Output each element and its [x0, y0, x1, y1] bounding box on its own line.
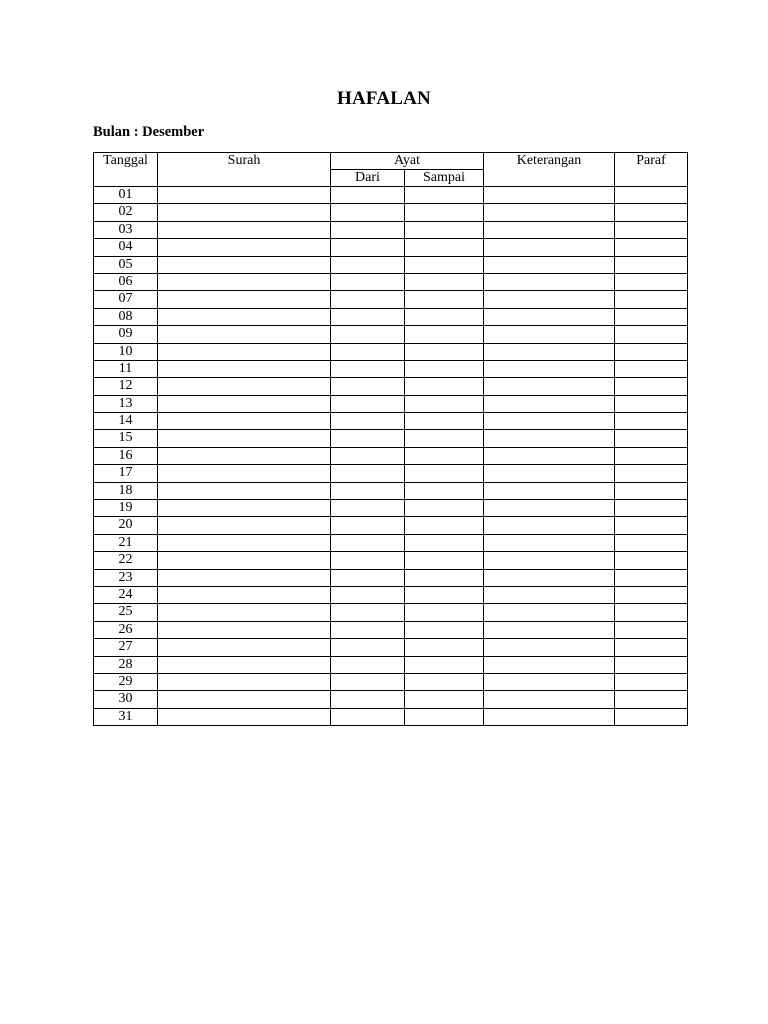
ayat-from-cell[interactable]: [331, 273, 405, 290]
notes-cell[interactable]: [484, 708, 615, 725]
ayat-from-cell[interactable]: [331, 604, 405, 621]
ayat-from-cell[interactable]: [331, 708, 405, 725]
notes-cell[interactable]: [484, 586, 615, 603]
surah-cell[interactable]: [158, 621, 331, 638]
ayat-to-cell[interactable]: [405, 552, 484, 569]
month-label: Bulan : Desember: [93, 124, 205, 140]
date-cell: 26: [94, 621, 158, 638]
notes-cell[interactable]: [484, 552, 615, 569]
header-ayat-to: Sampai: [405, 170, 484, 187]
signature-cell[interactable]: [615, 360, 688, 377]
surah-cell[interactable]: [158, 308, 331, 325]
notes-cell[interactable]: [484, 395, 615, 412]
table-row: [94, 569, 688, 586]
ayat-from-cell[interactable]: [331, 343, 405, 360]
ayat-from-cell[interactable]: [331, 673, 405, 690]
table-row: [94, 465, 688, 482]
ayat-to-cell[interactable]: [405, 604, 484, 621]
surah-cell[interactable]: [158, 326, 331, 343]
notes-cell[interactable]: [484, 447, 615, 464]
date-cell: 16: [94, 447, 158, 464]
date-cell: 23: [94, 569, 158, 586]
notes-cell[interactable]: [484, 639, 615, 656]
table-row: [94, 326, 688, 343]
signature-cell[interactable]: [615, 256, 688, 273]
signature-cell[interactable]: [615, 534, 688, 551]
ayat-from-cell[interactable]: [331, 256, 405, 273]
ayat-to-cell[interactable]: [405, 517, 484, 534]
date-cell: 05: [94, 256, 158, 273]
signature-cell[interactable]: [615, 569, 688, 586]
ayat-to-cell[interactable]: [405, 413, 484, 430]
signature-cell[interactable]: [615, 343, 688, 360]
date-cell: 19: [94, 500, 158, 517]
ayat-from-cell[interactable]: [331, 204, 405, 221]
ayat-to-cell[interactable]: [405, 221, 484, 238]
signature-cell[interactable]: [615, 604, 688, 621]
ayat-from-cell[interactable]: [331, 482, 405, 499]
notes-cell[interactable]: [484, 413, 615, 430]
date-cell: 01: [94, 187, 158, 204]
notes-cell[interactable]: [484, 221, 615, 238]
ayat-from-cell[interactable]: [331, 291, 405, 308]
surah-cell[interactable]: [158, 204, 331, 221]
signature-cell[interactable]: [615, 395, 688, 412]
date-cell: 22: [94, 552, 158, 569]
surah-cell[interactable]: [158, 187, 331, 204]
signature-cell[interactable]: [615, 291, 688, 308]
signature-cell[interactable]: [615, 673, 688, 690]
ayat-to-cell[interactable]: [405, 447, 484, 464]
table-row: [94, 447, 688, 464]
surah-cell[interactable]: [158, 273, 331, 290]
table-row: [94, 187, 688, 204]
memorization-table: [93, 152, 688, 726]
surah-cell[interactable]: [158, 221, 331, 238]
surah-cell[interactable]: [158, 691, 331, 708]
ayat-from-cell[interactable]: [331, 586, 405, 603]
ayat-to-cell[interactable]: [405, 586, 484, 603]
signature-cell[interactable]: [615, 517, 688, 534]
notes-cell[interactable]: [484, 378, 615, 395]
date-cell: 11: [94, 360, 158, 377]
surah-cell[interactable]: [158, 656, 331, 673]
table-row: [94, 586, 688, 603]
signature-cell[interactable]: [615, 187, 688, 204]
signature-cell[interactable]: [615, 482, 688, 499]
date-cell: 07: [94, 291, 158, 308]
ayat-to-cell[interactable]: [405, 691, 484, 708]
notes-cell[interactable]: [484, 604, 615, 621]
surah-cell[interactable]: [158, 430, 331, 447]
ayat-from-cell[interactable]: [331, 517, 405, 534]
ayat-from-cell[interactable]: [331, 326, 405, 343]
surah-cell[interactable]: [158, 500, 331, 517]
surah-cell[interactable]: [158, 395, 331, 412]
surah-cell[interactable]: [158, 291, 331, 308]
table-row: [94, 360, 688, 377]
notes-cell[interactable]: [484, 534, 615, 551]
date-cell: 28: [94, 656, 158, 673]
date-cell: 04: [94, 239, 158, 256]
table-row: [94, 413, 688, 430]
table-row: [94, 343, 688, 360]
table-row: [94, 308, 688, 325]
ayat-to-cell[interactable]: [405, 273, 484, 290]
ayat-from-cell[interactable]: [331, 569, 405, 586]
signature-cell[interactable]: [615, 273, 688, 290]
date-cell: 06: [94, 273, 158, 290]
ayat-to-cell[interactable]: [405, 500, 484, 517]
surah-cell[interactable]: [158, 447, 331, 464]
table-row: [94, 482, 688, 499]
date-cell: 24: [94, 586, 158, 603]
ayat-to-cell[interactable]: [405, 256, 484, 273]
ayat-to-cell[interactable]: [405, 482, 484, 499]
ayat-from-cell[interactable]: [331, 360, 405, 377]
signature-cell[interactable]: [615, 430, 688, 447]
surah-cell[interactable]: [158, 639, 331, 656]
surah-cell[interactable]: [158, 569, 331, 586]
table-row: [94, 500, 688, 517]
ayat-to-cell[interactable]: [405, 378, 484, 395]
date-cell: 15: [94, 430, 158, 447]
table-row: [94, 291, 688, 308]
date-cell: 30: [94, 691, 158, 708]
ayat-to-cell[interactable]: [405, 204, 484, 221]
notes-cell[interactable]: [484, 204, 615, 221]
date-cell: 09: [94, 326, 158, 343]
notes-cell[interactable]: [484, 621, 615, 638]
table-row: [94, 656, 688, 673]
ayat-from-cell[interactable]: [331, 691, 405, 708]
ayat-from-cell[interactable]: [331, 552, 405, 569]
surah-cell[interactable]: [158, 517, 331, 534]
surah-cell[interactable]: [158, 378, 331, 395]
notes-cell[interactable]: [484, 360, 615, 377]
date-cell: 02: [94, 204, 158, 221]
table-row: [94, 639, 688, 656]
signature-cell[interactable]: [615, 413, 688, 430]
ayat-from-cell[interactable]: [331, 430, 405, 447]
notes-cell[interactable]: [484, 273, 615, 290]
ayat-to-cell[interactable]: [405, 708, 484, 725]
header-surah: Surah: [158, 153, 331, 187]
table-row: [94, 273, 688, 290]
ayat-from-cell[interactable]: [331, 639, 405, 656]
surah-cell[interactable]: [158, 708, 331, 725]
ayat-to-cell[interactable]: [405, 639, 484, 656]
table-row: [94, 256, 688, 273]
ayat-to-cell[interactable]: [405, 360, 484, 377]
ayat-from-cell[interactable]: [331, 621, 405, 638]
table-row: [94, 552, 688, 569]
ayat-from-cell[interactable]: [331, 239, 405, 256]
signature-cell[interactable]: [615, 691, 688, 708]
ayat-to-cell[interactable]: [405, 395, 484, 412]
ayat-to-cell[interactable]: [405, 534, 484, 551]
table-row: [94, 534, 688, 551]
ayat-to-cell[interactable]: [405, 239, 484, 256]
notes-cell[interactable]: [484, 500, 615, 517]
ayat-to-cell[interactable]: [405, 430, 484, 447]
signature-cell[interactable]: [615, 656, 688, 673]
table-body: [94, 187, 688, 726]
notes-cell[interactable]: [484, 691, 615, 708]
header-ayat: Ayat: [331, 153, 484, 170]
ayat-from-cell[interactable]: [331, 465, 405, 482]
ayat-from-cell[interactable]: [331, 378, 405, 395]
signature-cell[interactable]: [615, 447, 688, 464]
date-cell: 29: [94, 673, 158, 690]
date-cell: 18: [94, 482, 158, 499]
surah-cell[interactable]: [158, 673, 331, 690]
signature-cell[interactable]: [615, 500, 688, 517]
ayat-to-cell[interactable]: [405, 187, 484, 204]
signature-cell[interactable]: [615, 465, 688, 482]
surah-cell[interactable]: [158, 604, 331, 621]
surah-cell[interactable]: [158, 256, 331, 273]
table-row: [94, 204, 688, 221]
ayat-from-cell[interactable]: [331, 221, 405, 238]
ayat-to-cell[interactable]: [405, 621, 484, 638]
date-cell: 10: [94, 343, 158, 360]
signature-cell[interactable]: [615, 308, 688, 325]
date-cell: 25: [94, 604, 158, 621]
page-title: HAFALAN: [337, 88, 431, 109]
notes-cell[interactable]: [484, 308, 615, 325]
surah-cell[interactable]: [158, 413, 331, 430]
surah-cell[interactable]: [158, 482, 331, 499]
table-row: [94, 395, 688, 412]
notes-cell[interactable]: [484, 517, 615, 534]
signature-cell[interactable]: [615, 378, 688, 395]
surah-cell[interactable]: [158, 586, 331, 603]
signature-cell[interactable]: [615, 326, 688, 343]
signature-cell[interactable]: [615, 239, 688, 256]
signature-cell[interactable]: [615, 204, 688, 221]
ayat-from-cell[interactable]: [331, 308, 405, 325]
date-cell: 21: [94, 534, 158, 551]
table-row: [94, 673, 688, 690]
signature-cell[interactable]: [615, 621, 688, 638]
ayat-to-cell[interactable]: [405, 465, 484, 482]
notes-cell[interactable]: [484, 187, 615, 204]
notes-cell[interactable]: [484, 343, 615, 360]
signature-cell[interactable]: [615, 639, 688, 656]
table-row: [94, 708, 688, 725]
surah-cell[interactable]: [158, 239, 331, 256]
table-row: [94, 378, 688, 395]
table-row: [94, 221, 688, 238]
notes-cell[interactable]: [484, 569, 615, 586]
table-row: [94, 517, 688, 534]
table-row: [94, 604, 688, 621]
header-ayat-from: Dari: [331, 170, 405, 187]
notes-cell[interactable]: [484, 326, 615, 343]
date-cell: 13: [94, 395, 158, 412]
surah-cell[interactable]: [158, 360, 331, 377]
notes-cell[interactable]: [484, 465, 615, 482]
ayat-from-cell[interactable]: [331, 656, 405, 673]
notes-cell[interactable]: [484, 482, 615, 499]
table-row: [94, 621, 688, 638]
date-cell: 20: [94, 517, 158, 534]
header-signature: Paraf: [615, 153, 688, 187]
header-date: Tanggal: [94, 153, 158, 187]
signature-cell[interactable]: [615, 221, 688, 238]
ayat-from-cell[interactable]: [331, 395, 405, 412]
date-cell: 17: [94, 465, 158, 482]
signature-cell[interactable]: [615, 552, 688, 569]
date-cell: 12: [94, 378, 158, 395]
ayat-from-cell[interactable]: [331, 187, 405, 204]
signature-cell[interactable]: [615, 708, 688, 725]
notes-cell[interactable]: [484, 430, 615, 447]
ayat-from-cell[interactable]: [331, 413, 405, 430]
notes-cell[interactable]: [484, 656, 615, 673]
ayat-from-cell[interactable]: [331, 534, 405, 551]
notes-cell[interactable]: [484, 256, 615, 273]
notes-cell[interactable]: [484, 673, 615, 690]
date-cell: 03: [94, 221, 158, 238]
ayat-from-cell[interactable]: [331, 500, 405, 517]
ayat-to-cell[interactable]: [405, 656, 484, 673]
surah-cell[interactable]: [158, 552, 331, 569]
notes-cell[interactable]: [484, 291, 615, 308]
notes-cell[interactable]: [484, 239, 615, 256]
surah-cell[interactable]: [158, 465, 331, 482]
date-cell: 31: [94, 708, 158, 725]
ayat-to-cell[interactable]: [405, 569, 484, 586]
ayat-to-cell[interactable]: [405, 673, 484, 690]
header-notes: Keterangan: [484, 153, 615, 187]
ayat-to-cell[interactable]: [405, 308, 484, 325]
table-row: [94, 239, 688, 256]
date-cell: 27: [94, 639, 158, 656]
ayat-to-cell[interactable]: [405, 291, 484, 308]
date-cell: 08: [94, 308, 158, 325]
ayat-to-cell[interactable]: [405, 343, 484, 360]
surah-cell[interactable]: [158, 343, 331, 360]
signature-cell[interactable]: [615, 586, 688, 603]
surah-cell[interactable]: [158, 534, 331, 551]
date-cell: 14: [94, 413, 158, 430]
table-row: [94, 691, 688, 708]
ayat-from-cell[interactable]: [331, 447, 405, 464]
ayat-to-cell[interactable]: [405, 326, 484, 343]
table-row: [94, 430, 688, 447]
